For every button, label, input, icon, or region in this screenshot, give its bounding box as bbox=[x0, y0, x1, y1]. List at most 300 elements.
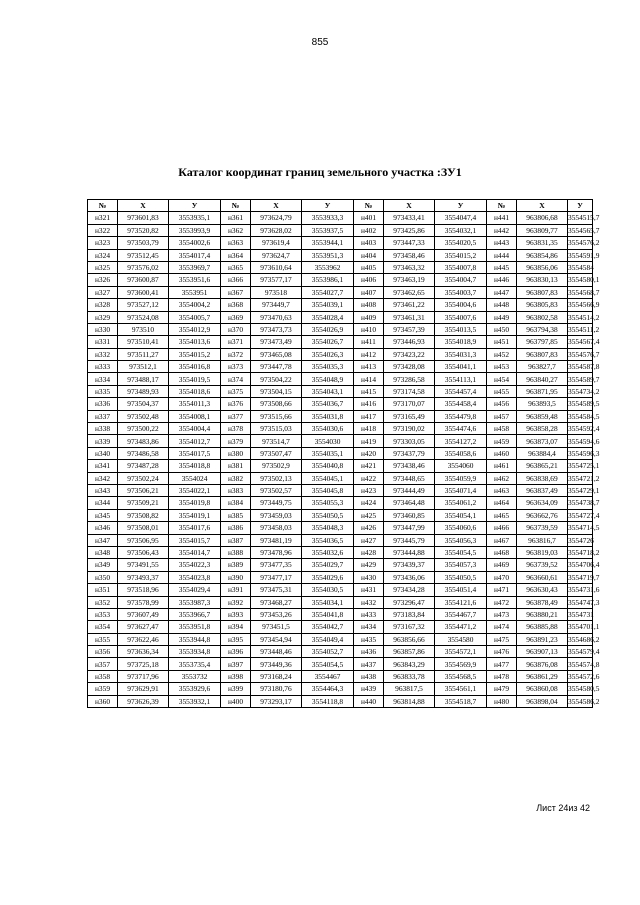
coordinate-cell: 973168,24 bbox=[251, 670, 302, 682]
point-number-cell: н420 bbox=[354, 447, 384, 459]
point-number-cell: н445 bbox=[487, 261, 517, 273]
coordinate-cell: 3554019,8 bbox=[169, 497, 221, 509]
coordinate-cell: 3554567,4 bbox=[568, 337, 600, 347]
coordinate-cell: 3553969,7 bbox=[169, 261, 221, 273]
point-number-cell: н450 bbox=[487, 323, 517, 335]
point-number-cell: н418 bbox=[354, 423, 384, 435]
coordinate-cell: 3554022,3 bbox=[169, 559, 221, 571]
table-row bbox=[88, 608, 593, 620]
coordinate-cell: 973462,65 bbox=[384, 286, 435, 298]
table-row bbox=[88, 336, 593, 348]
coordinate-cell: 3554019,1 bbox=[169, 509, 221, 521]
coordinate-cell: 3554002,6 bbox=[169, 237, 221, 249]
point-number-cell: н333 bbox=[88, 361, 118, 373]
point-number-cell: н435 bbox=[354, 633, 384, 645]
coordinate-cell: 963807,83 bbox=[517, 286, 568, 298]
point-number-cell: н443 bbox=[487, 237, 517, 249]
column-header: У bbox=[435, 200, 487, 212]
coordinate-cell: 963856,06 bbox=[517, 261, 568, 273]
coordinate-cell: 3554003,7 bbox=[435, 286, 487, 298]
coordinate-cell: 3554587,8 bbox=[568, 362, 600, 372]
coordinate-cell: 963794,38 bbox=[517, 323, 568, 335]
column-header: Х bbox=[384, 200, 435, 212]
coordinate-cell: 963861,29 bbox=[517, 670, 568, 682]
coordinate-cell: 3553987,3 bbox=[169, 596, 221, 608]
coordinate-cell: 3554023,8 bbox=[169, 571, 221, 583]
coordinate-cell: 973477,35 bbox=[251, 559, 302, 571]
point-number-cell: н449 bbox=[487, 311, 517, 323]
coordinate-cell: 3554018,6 bbox=[169, 385, 221, 397]
coordinate-cell: 963907,13 bbox=[517, 646, 568, 658]
coordinate-cell: 973600,87 bbox=[118, 274, 169, 286]
coordinate-cell: 3554071,4 bbox=[435, 484, 487, 496]
coordinate-cell: 3554005,7 bbox=[169, 311, 221, 323]
point-number-cell: н369 bbox=[221, 311, 251, 323]
coordinate-cell: 3554127,2 bbox=[435, 435, 487, 447]
coordinate-cell: 3554576,2 bbox=[568, 238, 600, 248]
point-number-cell: н392 bbox=[221, 596, 251, 608]
coordinate-cell: 3554007,8 bbox=[435, 261, 487, 273]
coordinate-cell: 3554013,6 bbox=[169, 336, 221, 348]
coordinate-cell: 973481,19 bbox=[251, 534, 302, 546]
coordinate-cell: 3554030,5 bbox=[302, 584, 354, 596]
point-number-cell: н451 bbox=[487, 336, 517, 348]
coordinate-cell: 963856,66 bbox=[384, 633, 435, 645]
coordinate-cell: 3554686,2 bbox=[568, 634, 600, 644]
point-number-cell: н393 bbox=[221, 608, 251, 620]
coordinate-cell: 973626,39 bbox=[118, 695, 169, 707]
coordinate-cell: 3554013,5 bbox=[435, 323, 487, 335]
coordinate-cell: 973293,17 bbox=[251, 695, 302, 707]
point-number-cell: н400 bbox=[221, 695, 251, 707]
point-number-cell: н421 bbox=[354, 460, 384, 472]
coordinate-cell: 3553735,4 bbox=[169, 658, 221, 670]
table-row bbox=[88, 571, 593, 583]
point-number-cell: н461 bbox=[487, 460, 517, 472]
document-title: Каталог координат границ земельного участка :ЗУ1 bbox=[178, 165, 462, 179]
coordinate-cell: 3554561,1 bbox=[435, 683, 487, 695]
point-number-cell: н329 bbox=[88, 311, 118, 323]
point-number-cell: н360 bbox=[88, 695, 118, 707]
coordinate-cell: 973502,9 bbox=[251, 460, 302, 472]
point-number-cell: н368 bbox=[221, 299, 251, 311]
coordinate-cell: 973493,37 bbox=[118, 571, 169, 583]
coordinate-cell: 3554012,7 bbox=[169, 435, 221, 447]
coordinate-cell: 3554043,1 bbox=[302, 385, 354, 397]
coordinate-cell: 973628,02 bbox=[251, 224, 302, 236]
point-number-cell: н343 bbox=[88, 484, 118, 496]
coordinate-cell: 973438,46 bbox=[384, 460, 435, 472]
coordinate-cell: 3554054,1 bbox=[435, 509, 487, 521]
coordinate-cell: 3554039,1 bbox=[302, 299, 354, 311]
coordinate-cell: 973502,24 bbox=[118, 472, 169, 484]
point-number-cell: н336 bbox=[88, 398, 118, 410]
coordinate-cell: 3554036,5 bbox=[302, 534, 354, 546]
point-number-cell: н448 bbox=[487, 299, 517, 311]
point-number-cell: н354 bbox=[88, 621, 118, 633]
point-number-cell: н323 bbox=[88, 237, 118, 249]
coordinate-cell: 963854,86 bbox=[517, 249, 568, 261]
point-number-cell: н379 bbox=[221, 435, 251, 447]
table-row bbox=[88, 435, 593, 447]
point-number-cell: н348 bbox=[88, 546, 118, 558]
coordinate-cell: 973439,37 bbox=[384, 559, 435, 571]
page-number: 855 bbox=[311, 37, 329, 48]
coordinate-cell: 973477,17 bbox=[251, 571, 302, 583]
coordinate-cell: 963893,5 bbox=[517, 398, 568, 410]
coordinate-cell: 3554511,2 bbox=[568, 325, 600, 334]
coordinate-cell: 973190,02 bbox=[384, 423, 435, 435]
coordinate-cell: 973423,22 bbox=[384, 348, 435, 360]
point-number-cell: н335 bbox=[88, 385, 118, 397]
coordinate-cell: 3554061,2 bbox=[435, 497, 487, 509]
table-row bbox=[88, 695, 593, 707]
coordinate-cell: 963843,29 bbox=[384, 658, 435, 670]
point-number-cell: н473 bbox=[487, 608, 517, 620]
coordinate-cell: 3554041,8 bbox=[302, 608, 354, 620]
coordinate-cell: 3554725,1 bbox=[568, 461, 600, 471]
coordinate-cell: 973473,49 bbox=[251, 336, 302, 348]
point-number-cell: н460 bbox=[487, 447, 517, 459]
point-number-cell: н456 bbox=[487, 398, 517, 410]
coordinate-cell: 973296,47 bbox=[384, 596, 435, 608]
point-number-cell: н371 bbox=[221, 336, 251, 348]
coordinate-cell: 973468,27 bbox=[251, 596, 302, 608]
coordinate-cell: 973451,5 bbox=[251, 621, 302, 633]
coordinate-cell: 3554719,7 bbox=[568, 572, 600, 582]
point-number-cell: н404 bbox=[354, 249, 384, 261]
point-number-cell: н423 bbox=[354, 484, 384, 496]
coordinate-cell: 3553934,8 bbox=[169, 646, 221, 658]
coordinate-cell: 3554471,2 bbox=[435, 621, 487, 633]
point-number-cell: н414 bbox=[354, 373, 384, 385]
coordinate-cell: 3554027,7 bbox=[302, 286, 354, 298]
coordinate-cell: 3553929,6 bbox=[169, 683, 221, 695]
coordinate-cell: 3554568,5 bbox=[435, 670, 487, 682]
point-number-cell: н470 bbox=[487, 571, 517, 583]
coordinate-cell: 973502,48 bbox=[118, 410, 169, 422]
column-header: У bbox=[568, 200, 593, 212]
coordinate-cell: 963857,86 bbox=[384, 646, 435, 658]
point-number-cell: н432 bbox=[354, 596, 384, 608]
coordinate-cell: 963840,27 bbox=[517, 373, 568, 385]
coordinate-cell: 973486,58 bbox=[118, 447, 169, 459]
table-row bbox=[88, 237, 593, 249]
coordinate-cell: 973506,95 bbox=[118, 534, 169, 546]
coordinate-cell: 3554017,5 bbox=[169, 447, 221, 459]
coordinate-cell: 973512,1 bbox=[118, 361, 169, 373]
coordinate-cell: 3554045,1 bbox=[302, 472, 354, 484]
coordinate-cell: 973478,96 bbox=[251, 546, 302, 558]
coordinate-cell: 3554045,8 bbox=[302, 484, 354, 496]
coordinate-cell: 3554515,7 bbox=[568, 213, 600, 223]
point-number-cell: н434 bbox=[354, 621, 384, 633]
point-number-cell: н411 bbox=[354, 336, 384, 348]
table-row bbox=[88, 633, 593, 645]
coordinate-cell: 3554026,3 bbox=[302, 348, 354, 360]
coordinate-cell: 963807,83 bbox=[517, 348, 568, 360]
table-row bbox=[88, 299, 593, 311]
table-row bbox=[88, 373, 593, 385]
coordinate-cell: 973461,22 bbox=[384, 299, 435, 311]
point-number-cell: н405 bbox=[354, 261, 384, 273]
coordinate-cell: 3554052,7 bbox=[302, 646, 354, 658]
coordinate-cell: 3554015,7 bbox=[169, 534, 221, 546]
point-number-cell: н454 bbox=[487, 373, 517, 385]
coordinate-cell: 973437,79 bbox=[384, 447, 435, 459]
coordinate-cell: 973515,03 bbox=[251, 423, 302, 435]
point-number-cell: н406 bbox=[354, 274, 384, 286]
coordinate-cell: 3554040,8 bbox=[302, 460, 354, 472]
coordinate-cell: 963858,28 bbox=[517, 423, 568, 435]
point-number-cell: н471 bbox=[487, 584, 517, 596]
table-row bbox=[88, 596, 593, 608]
table-row bbox=[88, 546, 593, 558]
coordinate-cell: 973502,57 bbox=[251, 484, 302, 496]
point-number-cell: н330 bbox=[88, 323, 118, 335]
coordinate-cell: 963871,95 bbox=[517, 385, 568, 397]
point-number-cell: н455 bbox=[487, 385, 517, 397]
table-row bbox=[88, 385, 593, 397]
coordinate-cell: 973607,49 bbox=[118, 608, 169, 620]
coordinate-cell: 963885,88 bbox=[517, 621, 568, 633]
coordinate-cell: 973183,84 bbox=[384, 608, 435, 620]
point-number-cell: н346 bbox=[88, 522, 118, 534]
coordinate-cell: 3554479,8 bbox=[435, 410, 487, 422]
table-row bbox=[88, 423, 593, 435]
coordinate-cell: 963802,58 bbox=[517, 311, 568, 323]
point-number-cell: н474 bbox=[487, 621, 517, 633]
point-number-cell: н339 bbox=[88, 435, 118, 447]
coordinate-cell: 973448,65 bbox=[384, 472, 435, 484]
point-number-cell: н375 bbox=[221, 385, 251, 397]
point-number-cell: н453 bbox=[487, 361, 517, 373]
coordinate-cell: 3554574,8 bbox=[568, 659, 600, 669]
point-number-cell: н377 bbox=[221, 410, 251, 422]
coordinate-cell: 973453,26 bbox=[251, 608, 302, 620]
point-number-cell: н332 bbox=[88, 348, 118, 360]
column-header: № bbox=[88, 200, 118, 212]
coordinate-cell: 973725,18 bbox=[118, 658, 169, 670]
coordinate-cell: 973459,03 bbox=[251, 509, 302, 521]
coordinate-cell: 3554004,2 bbox=[169, 299, 221, 311]
coordinate-cell: 3554004,7 bbox=[435, 274, 487, 286]
coordinate-cell: 3554026,9 bbox=[302, 323, 354, 335]
coordinate-cell: 3554121,6 bbox=[435, 596, 487, 608]
coordinate-cell: 973464,48 bbox=[384, 497, 435, 509]
point-number-cell: н413 bbox=[354, 361, 384, 373]
coordinate-cell: 963827,7 bbox=[517, 361, 568, 373]
coordinate-cell: 973578,99 bbox=[118, 596, 169, 608]
coordinate-cell: 3554011,3 bbox=[169, 398, 221, 410]
coordinate-cell: 973167,32 bbox=[384, 621, 435, 633]
table-row bbox=[88, 447, 593, 459]
point-number-cell: н459 bbox=[487, 435, 517, 447]
coordinate-cell: 3554721,2 bbox=[568, 473, 600, 483]
table-row bbox=[88, 410, 593, 422]
point-number-cell: н321 bbox=[88, 212, 118, 224]
coordinate-cell: 3554729,1 bbox=[568, 486, 600, 496]
table-row bbox=[88, 683, 593, 695]
table-row bbox=[88, 621, 593, 633]
coordinate-cell: 973447,78 bbox=[251, 361, 302, 373]
table-header-row bbox=[88, 200, 593, 212]
coordinate-cell: 973508,01 bbox=[118, 522, 169, 534]
point-number-cell: н447 bbox=[487, 286, 517, 298]
coordinate-cell: 3554019,5 bbox=[169, 373, 221, 385]
coordinate-cell: 3554014,7 bbox=[169, 546, 221, 558]
point-number-cell: н458 bbox=[487, 423, 517, 435]
coordinate-cell: 973507,47 bbox=[251, 447, 302, 459]
coordinate-cell: 3554048,9 bbox=[302, 373, 354, 385]
coordinate-cell: 3554029,6 bbox=[302, 571, 354, 583]
coordinate-cell: 3554589,7 bbox=[568, 374, 600, 384]
point-number-cell: н325 bbox=[88, 261, 118, 273]
point-number-cell: н373 bbox=[221, 361, 251, 373]
coordinate-cell: 973447,99 bbox=[384, 522, 435, 534]
coordinate-cell: 3554572,1 bbox=[435, 646, 487, 658]
point-number-cell: н388 bbox=[221, 546, 251, 558]
point-number-cell: н464 bbox=[487, 497, 517, 509]
coordinate-cell: 3554113,1 bbox=[435, 373, 487, 385]
coordinate-cell: 3554015,2 bbox=[169, 348, 221, 360]
coordinate-cell: 3554018,8 bbox=[169, 460, 221, 472]
coordinate-cell: 3554467,7 bbox=[435, 608, 487, 620]
point-number-cell: н417 bbox=[354, 410, 384, 422]
coordinate-cell: 973473,73 bbox=[251, 323, 302, 335]
point-number-cell: н367 bbox=[221, 286, 251, 298]
coordinate-cell: 3554059,9 bbox=[435, 472, 487, 484]
coordinate-cell: 3554589,5 bbox=[568, 399, 600, 409]
coordinate-cell: 973624,79 bbox=[251, 212, 302, 224]
point-number-cell: н386 bbox=[221, 522, 251, 534]
coordinate-cell: 973636,34 bbox=[118, 646, 169, 658]
coordinate-cell: 3554055,3 bbox=[302, 497, 354, 509]
coordinate-cell: 963797,85 bbox=[517, 336, 568, 348]
coordinate-cell: 3554060 bbox=[435, 460, 487, 472]
column-header: Х bbox=[517, 200, 568, 212]
point-number-cell: н469 bbox=[487, 559, 517, 571]
point-number-cell: н391 bbox=[221, 584, 251, 596]
coordinate-cell: 3554568,7 bbox=[568, 287, 600, 297]
coordinate-cell: 963880,21 bbox=[517, 608, 568, 620]
coordinate-cell: 3554586,2 bbox=[568, 696, 600, 706]
coordinate-cell: 3554579,4 bbox=[568, 647, 600, 657]
coordinate-cell: 3554030 bbox=[302, 435, 354, 447]
coordinate-cell: 3553951,6 bbox=[169, 274, 221, 286]
coordinate-cell: 3554596,3 bbox=[568, 448, 600, 458]
point-number-cell: н462 bbox=[487, 472, 517, 484]
table-row bbox=[88, 261, 593, 273]
coordinate-cell: 973491,55 bbox=[118, 559, 169, 571]
point-number-cell: н465 bbox=[487, 509, 517, 521]
point-number-cell: н427 bbox=[354, 534, 384, 546]
table-row bbox=[88, 522, 593, 534]
coordinate-cell: 973503,79 bbox=[118, 237, 169, 249]
point-number-cell: н444 bbox=[487, 249, 517, 261]
coordinate-cell: 3554056,3 bbox=[435, 534, 487, 546]
point-number-cell: н382 bbox=[221, 472, 251, 484]
coordinate-cell: 973524,08 bbox=[118, 311, 169, 323]
coordinate-cell: 3554050,5 bbox=[302, 509, 354, 521]
point-number-cell: н370 bbox=[221, 323, 251, 335]
coordinate-cell: 3553962 bbox=[302, 261, 354, 273]
coordinate-cell: 3554464,3 bbox=[302, 683, 354, 695]
coordinate-cell: 3554514,2 bbox=[568, 312, 600, 322]
coordinate-cell: 3554032,6 bbox=[302, 546, 354, 558]
coordinate-cell: 973511,27 bbox=[118, 348, 169, 360]
sheet-label: Лист 24из 42 bbox=[536, 803, 590, 813]
coordinate-cell: 973610,64 bbox=[251, 261, 302, 273]
coordinate-cell: 3554031,8 bbox=[302, 410, 354, 422]
coordinate-cell: 973512,45 bbox=[118, 249, 169, 261]
coordinate-cell: 3554004,6 bbox=[435, 299, 487, 311]
coordinate-cell: 3554004,4 bbox=[169, 423, 221, 435]
coordinate-cell: 3553935,1 bbox=[169, 212, 221, 224]
coordinate-cell: 973629,91 bbox=[118, 683, 169, 695]
coordinate-cell: 973488,17 bbox=[118, 373, 169, 385]
table-row bbox=[88, 249, 593, 261]
point-number-cell: н468 bbox=[487, 546, 517, 558]
point-number-cell: н328 bbox=[88, 299, 118, 311]
coordinate-cell: 973515,66 bbox=[251, 410, 302, 422]
coordinate-cell: 3554569,9 bbox=[435, 658, 487, 670]
point-number-cell: н358 bbox=[88, 670, 118, 682]
coordinate-cell: 3554048,3 bbox=[302, 522, 354, 534]
coordinate-cell: 973433,41 bbox=[384, 212, 435, 224]
column-header: № bbox=[221, 200, 251, 212]
point-number-cell: н467 bbox=[487, 534, 517, 546]
coordinate-cell: 3554034,1 bbox=[302, 596, 354, 608]
coordinate-cell: 963817,5 bbox=[384, 683, 435, 695]
point-number-cell: н422 bbox=[354, 472, 384, 484]
table-row bbox=[88, 398, 593, 410]
coordinate-cell: 973463,19 bbox=[384, 274, 435, 286]
coordinate-cell: 3554017,4 bbox=[169, 249, 221, 261]
coordinate-cell: 3554457,4 bbox=[435, 385, 487, 397]
column-header: У bbox=[169, 200, 221, 212]
coordinate-cell: 963806,68 bbox=[517, 212, 568, 224]
point-number-cell: н331 bbox=[88, 336, 118, 348]
coordinate-cell: 3554731 bbox=[568, 609, 594, 619]
point-number-cell: н394 bbox=[221, 621, 251, 633]
point-number-cell: н383 bbox=[221, 484, 251, 496]
point-number-cell: н437 bbox=[354, 658, 384, 670]
coordinate-cell: 3554566,9 bbox=[568, 300, 600, 310]
coordinate-cell: 3553966,7 bbox=[169, 608, 221, 620]
coordinate-cell: 973487,28 bbox=[118, 460, 169, 472]
point-number-cell: н410 bbox=[354, 323, 384, 335]
coordinate-cell: 3554049,4 bbox=[302, 633, 354, 645]
point-number-cell: н419 bbox=[354, 435, 384, 447]
coordinate-cell: 963819,03 bbox=[517, 546, 568, 558]
coordinate-cell: 963833,78 bbox=[384, 670, 435, 682]
coordinate-cell: 3554714,5 bbox=[568, 523, 600, 533]
coordinate-cell: 963662,76 bbox=[517, 509, 568, 521]
coordinate-cell: 963634,09 bbox=[517, 497, 568, 509]
coordinate-cell: 3553944,1 bbox=[302, 237, 354, 249]
point-number-cell: н440 bbox=[354, 695, 384, 707]
coordinate-cell: 973624,7 bbox=[251, 249, 302, 261]
point-number-cell: н340 bbox=[88, 447, 118, 459]
coordinate-cell: 3553932,1 bbox=[169, 695, 221, 707]
coordinate-cell: 3554580,5 bbox=[568, 684, 600, 694]
coordinate-cell: 973445,79 bbox=[384, 534, 435, 546]
point-number-cell: н426 bbox=[354, 522, 384, 534]
point-number-cell: н327 bbox=[88, 286, 118, 298]
coordinate-cell: 3554580 bbox=[435, 633, 487, 645]
point-number-cell: н365 bbox=[221, 261, 251, 273]
